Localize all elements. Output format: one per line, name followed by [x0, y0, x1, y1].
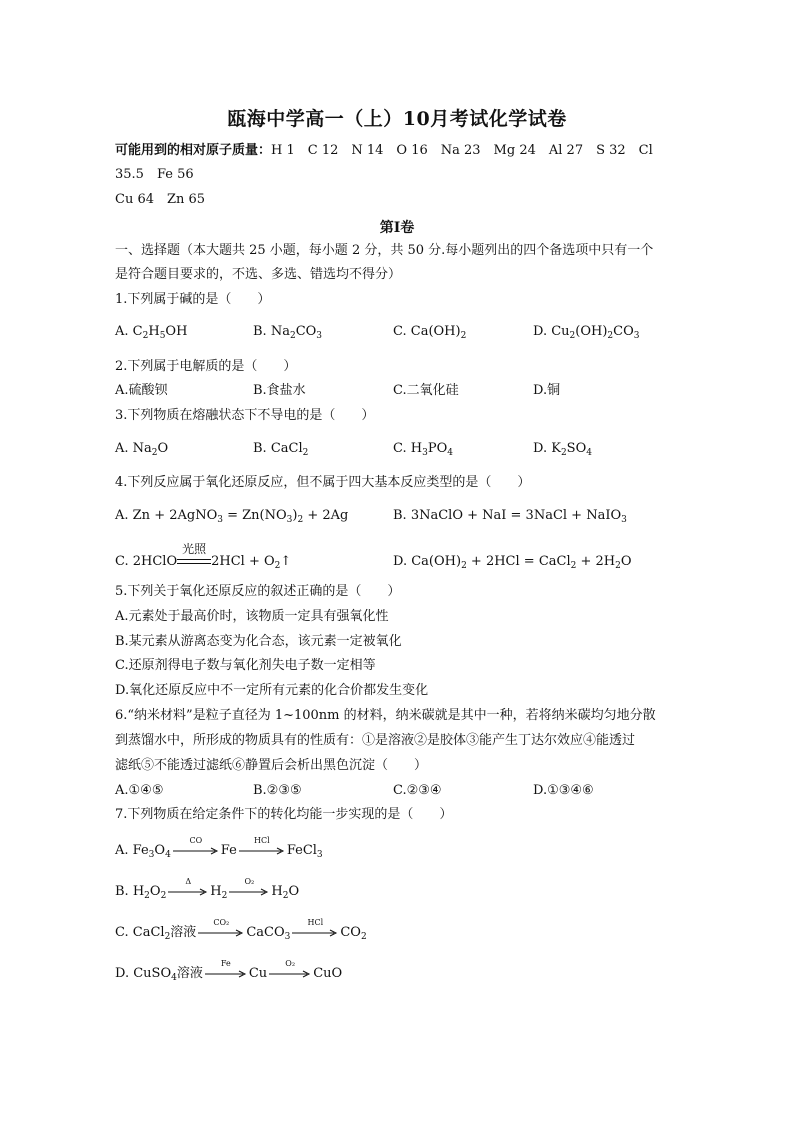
q5-option-b: B.某元素从游离态变为化合态，该元素一定被氧化: [115, 634, 402, 649]
atomic-masses-line2: 35.5 Fe 56: [115, 167, 194, 182]
q2-stem: 2.下列属于电解质的是（ ）: [115, 359, 297, 374]
q1-option-d: D. $Cu_2(OH)_2CO_3$: [533, 324, 640, 341]
q2-option-d: D.铜: [533, 383, 561, 398]
q6-option-a: A.①④⑤: [115, 783, 164, 798]
q6-option-d: D.①③④⑥: [533, 783, 594, 798]
q3-stem: 3.下列物质在熔融状态下不导电的是（ ）: [115, 408, 375, 423]
q4-option-d: D. $Ca(OH)_2 + 2HCl$ = CaCl$_2$ + $2H_2O$: [393, 554, 632, 571]
q6-line3: 滤纸⑤不能透过滤纸⑥静置后会析出黑色沉淀（ ）: [115, 758, 428, 773]
q1-option-a: A. $C_2H_5OH$: [115, 324, 188, 341]
page-title: 瓯海中学高一（上）10月考试化学试卷: [227, 108, 567, 130]
q5-stem: 5.下列关于氧化还原反应的叙述正确的是（ ）: [115, 584, 401, 599]
reaction-arrow: CO₂: [198, 929, 244, 937]
light-condition: 光照: [177, 553, 211, 571]
atomic-masses-values: H 1 C 12 N 14 O 16 Na 23 Mg 24 Al 27 S 32 Cl: [271, 143, 653, 158]
q5-option-c: C.还原剂得电子数与氧化剂失电子数一定相等: [115, 658, 376, 673]
section-title: 第Ⅰ卷: [379, 220, 415, 236]
q4-option-a: A. Zn + 2AgNO$_3$ = $Zn(NO_3)_2 + 2Ag$: [115, 508, 349, 525]
q1-option-b: B. $Na_2CO_3$: [253, 324, 323, 341]
q3-option-a: A. $Na_2O$: [115, 441, 169, 458]
instructions-line2: 是符合题目要求的，不选、多选、错选均不得分）: [115, 267, 402, 282]
q6-line1: 6.“纳米材料”是粒子直径为 1~100nm 的材料，纳米碳就是其中一种，若将纳米碳均匀地分散: [115, 708, 656, 723]
q5-option-d: D.氧化还原反应中不一定所有元素的化合价都发生变化: [115, 683, 429, 698]
q6-line2: 到蒸馏水中，所形成的物质具有的性质有：①是溶液②是胶体③能产生丁达尔效应④能透过: [115, 733, 636, 748]
q4-stem: 4.下列反应属于氧化还原反应，但不属于四大基本反应类型的是（ ）: [115, 475, 531, 490]
atomic-masses-line3: Cu 64 Zn 65: [115, 192, 206, 207]
q4-option-b: B. 3NaClO + NaI = 3NaCl + NaIO$_3$: [393, 508, 627, 525]
q5-option-a: A.元素处于最高价时，该物质一定具有强氧化性: [115, 609, 389, 624]
reaction-arrow: O₂: [269, 970, 311, 978]
q7-stem: 7.下列物质在给定条件下的转化均能一步实现的是（ ）: [115, 807, 453, 822]
reaction-arrow: HCl: [239, 847, 285, 855]
q7-option-c: C. CaCl$_2$溶液 CO₂ CaCO$_3$ HCl $CO_2$: [115, 917, 367, 942]
atomic-masses-label: 可能用到的相对原子质量：: [115, 143, 272, 158]
q2-option-b: B.食盐水: [253, 383, 306, 398]
instructions-line1: 一、选择题（本大题共 25 小题，每小题 2 分，共 50 分.每小题列出的四个备选项中只有一个: [115, 243, 654, 258]
q4-option-c: C. 2HClO 光照 $2HCl + O_2↑$: [115, 542, 292, 571]
q7-option-a: A. $Fe_3O_4$ CO Fe HCl FeCl$_3$: [115, 835, 323, 860]
q6-option-c: C.②③④: [393, 783, 442, 798]
q1-stem: 1.下列属于碱的是（ ）: [115, 292, 271, 307]
q7-option-b: B. $H_2O_2$ Δ $H_2$ O₂ $H_2O$: [115, 876, 300, 901]
reaction-arrow: Fe: [205, 970, 247, 978]
q7-option-d: D. CuSO$_4$溶液 Fe Cu O₂ CuO: [115, 958, 343, 983]
reaction-arrow: CO: [173, 847, 219, 855]
reaction-arrow: O₂: [229, 888, 269, 896]
q3-option-d: D. $K_2SO_4$: [533, 441, 592, 458]
reaction-arrow: Δ: [168, 888, 208, 896]
q6-option-b: B.②③⑤: [253, 783, 302, 798]
q2-option-a: A.硫酸钡: [115, 383, 168, 398]
q2-option-c: C.二氧化硅: [393, 383, 459, 398]
q3-option-c: C. $H_3PO_4$: [393, 441, 453, 458]
q3-option-b: B. CaCl$_2$: [253, 441, 309, 458]
q1-option-c: C. $Ca(OH)_2$: [393, 324, 467, 341]
atomic-masses-line1: [115, 142, 653, 160]
reaction-arrow: HCl: [292, 929, 338, 937]
